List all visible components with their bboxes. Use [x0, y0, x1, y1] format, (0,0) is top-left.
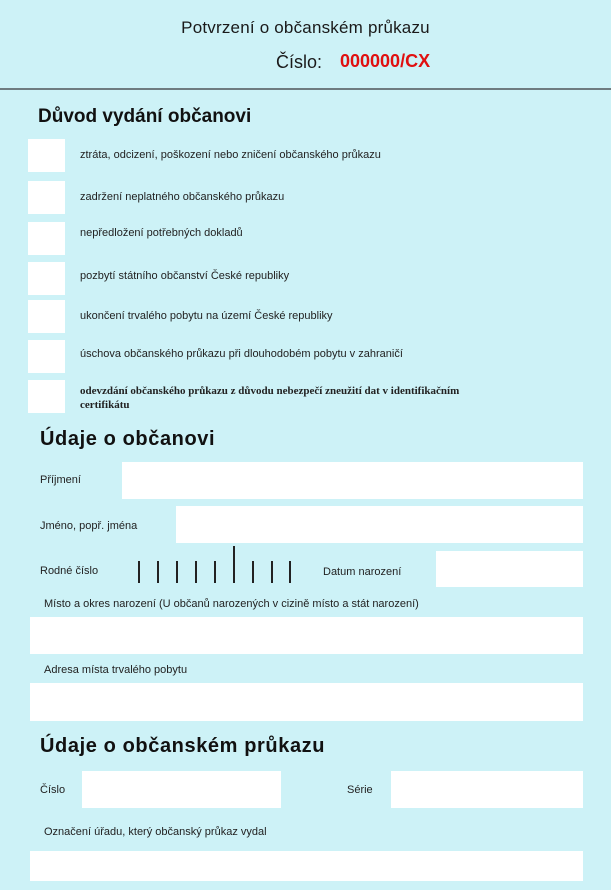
birth-number-divider: [138, 561, 140, 583]
birth-date-label: Datum narození: [323, 566, 402, 578]
birth-place-field[interactable]: [30, 617, 583, 654]
surname-label: Příjmení: [40, 474, 81, 486]
document-title: Potvrzení o občanském průkazu: [181, 18, 430, 37]
reason-checkbox-loss[interactable]: [28, 139, 65, 172]
reason-option-data-misuse: odevzdání občanského průkazu z důvodu nebezpečí zneužití dat v identifikačním certifikátu: [80, 385, 460, 411]
citizen-heading: Údaje o občanovi: [40, 428, 216, 450]
reason-option-citizenship-loss: pozbytí státního občanství České republiky: [80, 270, 290, 282]
reason-checkbox-retention[interactable]: [28, 181, 65, 214]
id-card-heading: Údaje o občanském průkazu: [40, 735, 326, 757]
issuer-field[interactable]: [30, 851, 583, 881]
birth-number-divider: [195, 561, 197, 583]
address-label: Adresa místa trvalého pobytu: [44, 664, 188, 676]
id-series-label: Série: [347, 784, 373, 796]
birth-number-field[interactable]: [134, 558, 294, 584]
reason-checkbox-citizenship-loss[interactable]: [28, 262, 65, 295]
reason-checkbox-residence-end[interactable]: [28, 300, 65, 333]
reason-option-custody-abroad: úschova občanského průkazu při dlouhodobém pobytu v zahraničí: [80, 348, 403, 360]
issuer-label: Označení úřadu, který občanský průkaz vydal: [44, 826, 267, 838]
birth-number-divider: [176, 561, 178, 583]
birth-number-slash-divider: [233, 546, 235, 583]
birth-number-divider: [289, 561, 291, 583]
reason-checkbox-data-misuse[interactable]: [28, 380, 65, 413]
birth-number-divider: [157, 561, 159, 583]
reason-option-missing-documents: nepředložení potřebných dokladů: [80, 227, 243, 239]
given-names-label: Jméno, popř. jména: [40, 520, 138, 532]
header-divider: [0, 88, 611, 90]
birth-number-label: Rodné číslo: [40, 565, 99, 577]
birth-number-divider: [271, 561, 273, 583]
id-series-field[interactable]: [391, 771, 583, 808]
birth-date-field[interactable]: [436, 551, 583, 587]
surname-field[interactable]: [122, 462, 583, 499]
birth-number-divider: [252, 561, 254, 583]
reason-checkbox-custody-abroad[interactable]: [28, 340, 65, 373]
reason-option-retention: zadržení neplatného občanského průkazu: [80, 191, 285, 203]
given-names-field[interactable]: [176, 506, 583, 543]
id-number-label: Číslo: [40, 784, 66, 796]
reason-heading: Důvod vydání občanovi: [38, 106, 252, 127]
reason-option-loss: ztráta, odcizení, poškození nebo zničení občanského průkazu: [80, 149, 381, 161]
document-number-value: 000000/CX: [340, 51, 431, 71]
id-number-field[interactable]: [82, 771, 281, 808]
document-number-label: Číslo:: [276, 52, 323, 72]
reason-checkbox-missing-documents[interactable]: [28, 222, 65, 255]
address-field[interactable]: [30, 683, 583, 721]
birth-number-divider: [214, 561, 216, 583]
reason-option-residence-end: ukončení trvalého pobytu na území České republiky: [80, 310, 333, 322]
birth-place-label: Místo a okres narození (U občanů narozených v cizině místo a stát narození): [44, 598, 419, 610]
